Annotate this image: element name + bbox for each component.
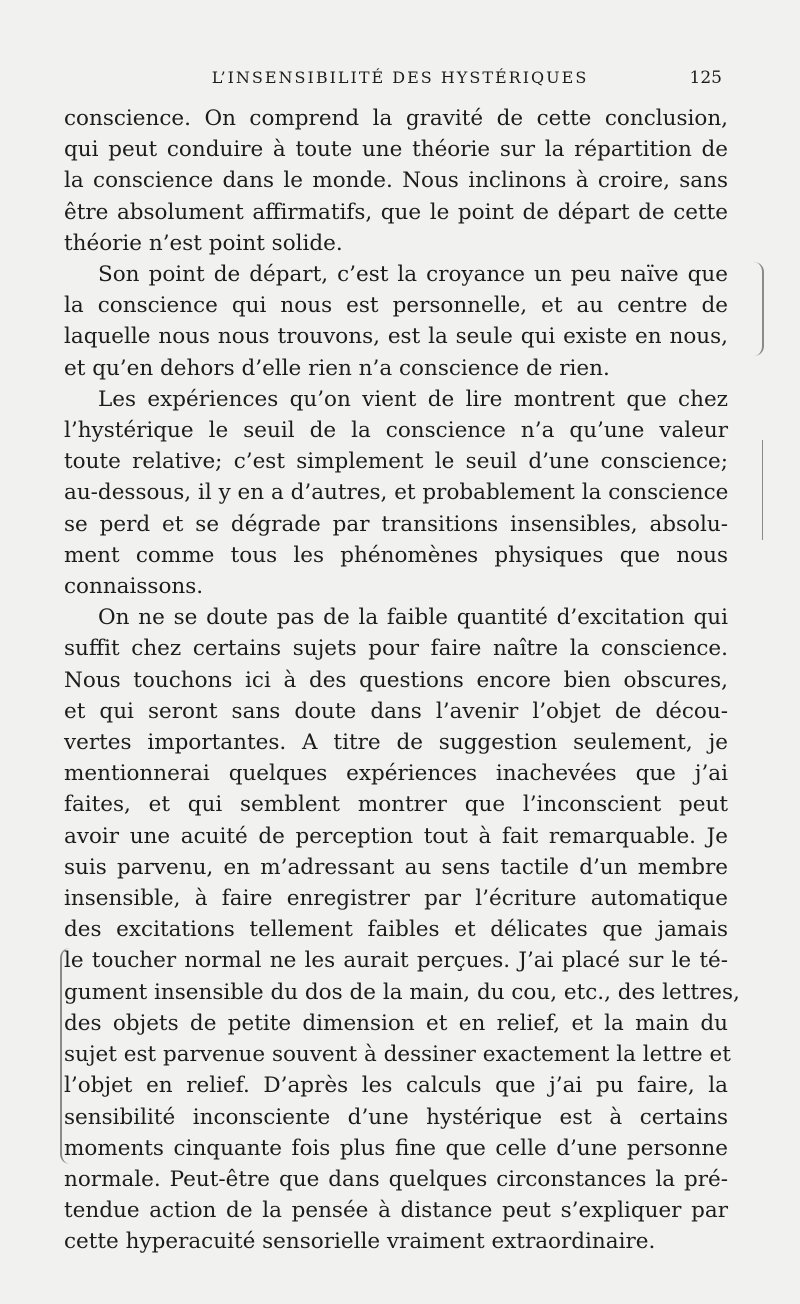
- text-line: Son point de départ, c’est la croyance un peu naïve que: [98, 262, 728, 288]
- text-line: qui peut conduire à toute une théorie sur la répartition de: [64, 137, 728, 163]
- text-line: normale. Peut-être que dans quelques circonstances la pré-: [64, 1166, 728, 1192]
- body-text: [64, 103, 740, 1258]
- text-line: Nous touchons ici à des questions encore bien obscures,: [64, 667, 728, 693]
- text-line: conscience. On comprend la gravité de cette conclusion,: [64, 106, 728, 131]
- text-line: cette hyperacuité sensorielle vraiment extraordinaire.: [64, 1229, 656, 1255]
- pencil-bracket-mark: [60, 948, 70, 1164]
- text-line: toute relative; c’est simplement le seuil d’une conscience;: [64, 449, 728, 475]
- text-line: mentionnerai quelques expériences inachevées que j’ai: [64, 761, 728, 787]
- running-title: L’INSENSIBILITÉ DES HYSTÉRIQUES: [211, 68, 589, 87]
- text-line: se perd et se dégrade par transitions insensibles, absolu-: [64, 511, 728, 537]
- text-line: le toucher normal ne les aurait perçues. J’ai placé sur le té-: [64, 948, 728, 974]
- text-line: laquelle nous nous trouvons, est la seule qui existe en nous,: [64, 324, 728, 350]
- text-line: sensibilité inconsciente d’une hystérique est à certains: [64, 1104, 728, 1130]
- text-line: On ne se doute pas de la faible quantité d’excitation qui: [98, 605, 728, 631]
- pencil-bracket-mark: [754, 262, 764, 356]
- text-line: gument insensible du dos de la main, du cou, etc., des lettres,: [64, 979, 740, 1005]
- text-line: théorie n’est point solide.: [64, 230, 343, 256]
- text-line: ment comme tous les phénomènes physiques que nous: [64, 542, 728, 568]
- text-line: avoir une acuité de perception tout à fait remarquable. Je: [64, 823, 728, 849]
- text-line: l’objet en relief. D’après les calculs que j’ai pu faire, la: [64, 1073, 728, 1099]
- text-line: être absolument affirmatifs, que le point de départ de cette: [64, 199, 728, 225]
- page-number: 125: [689, 68, 722, 88]
- text-line: et qui seront sans doute dans l’avenir l’objet de décou-: [64, 698, 728, 724]
- text-line: vertes importantes. A titre de suggestion seulement, je: [64, 730, 728, 756]
- text-line: des excitations tellement faibles et délicates que jamais: [64, 917, 728, 943]
- text-line: suis parvenu, en m’adressant au sens tactile d’un membre: [64, 854, 728, 880]
- text-line: suffit chez certains sujets pour faire naître la conscience.: [64, 636, 728, 662]
- text-line: et qu’en dehors d’elle rien n’a conscience de rien.: [64, 355, 610, 381]
- text-line: Les expériences qu’on vient de lire montrent que chez: [98, 386, 728, 412]
- text-line: faites, et qui semblent montrer que l’inconscient peut: [64, 792, 728, 818]
- text-line: des objets de petite dimension et en relief, et la main du: [64, 1010, 728, 1036]
- text-line: tendue action de la pensée à distance peut s’expliquer par: [64, 1198, 728, 1224]
- text-line: la conscience qui nous est personnelle, et au centre de: [64, 293, 728, 319]
- text-line: l’hystérique le seuil de la conscience n’a qu’une valeur: [64, 418, 728, 444]
- page-header: [60, 68, 740, 92]
- text-line: la conscience dans le monde. Nous inclinons à croire, sans: [64, 168, 728, 194]
- text-line: sujet est parvenue souvent à dessiner exactement la lettre et: [64, 1042, 731, 1068]
- text-line: connaissons.: [64, 574, 204, 600]
- text-line: moments cinquante fois plus fine que celle d’une personne: [64, 1135, 728, 1161]
- pencil-line-mark: [762, 440, 765, 540]
- text-line: au-dessous, il y en a d’autres, et probablement la conscience: [64, 480, 729, 506]
- text-line: insensible, à faire enregistrer par l’écriture automatique: [64, 886, 728, 912]
